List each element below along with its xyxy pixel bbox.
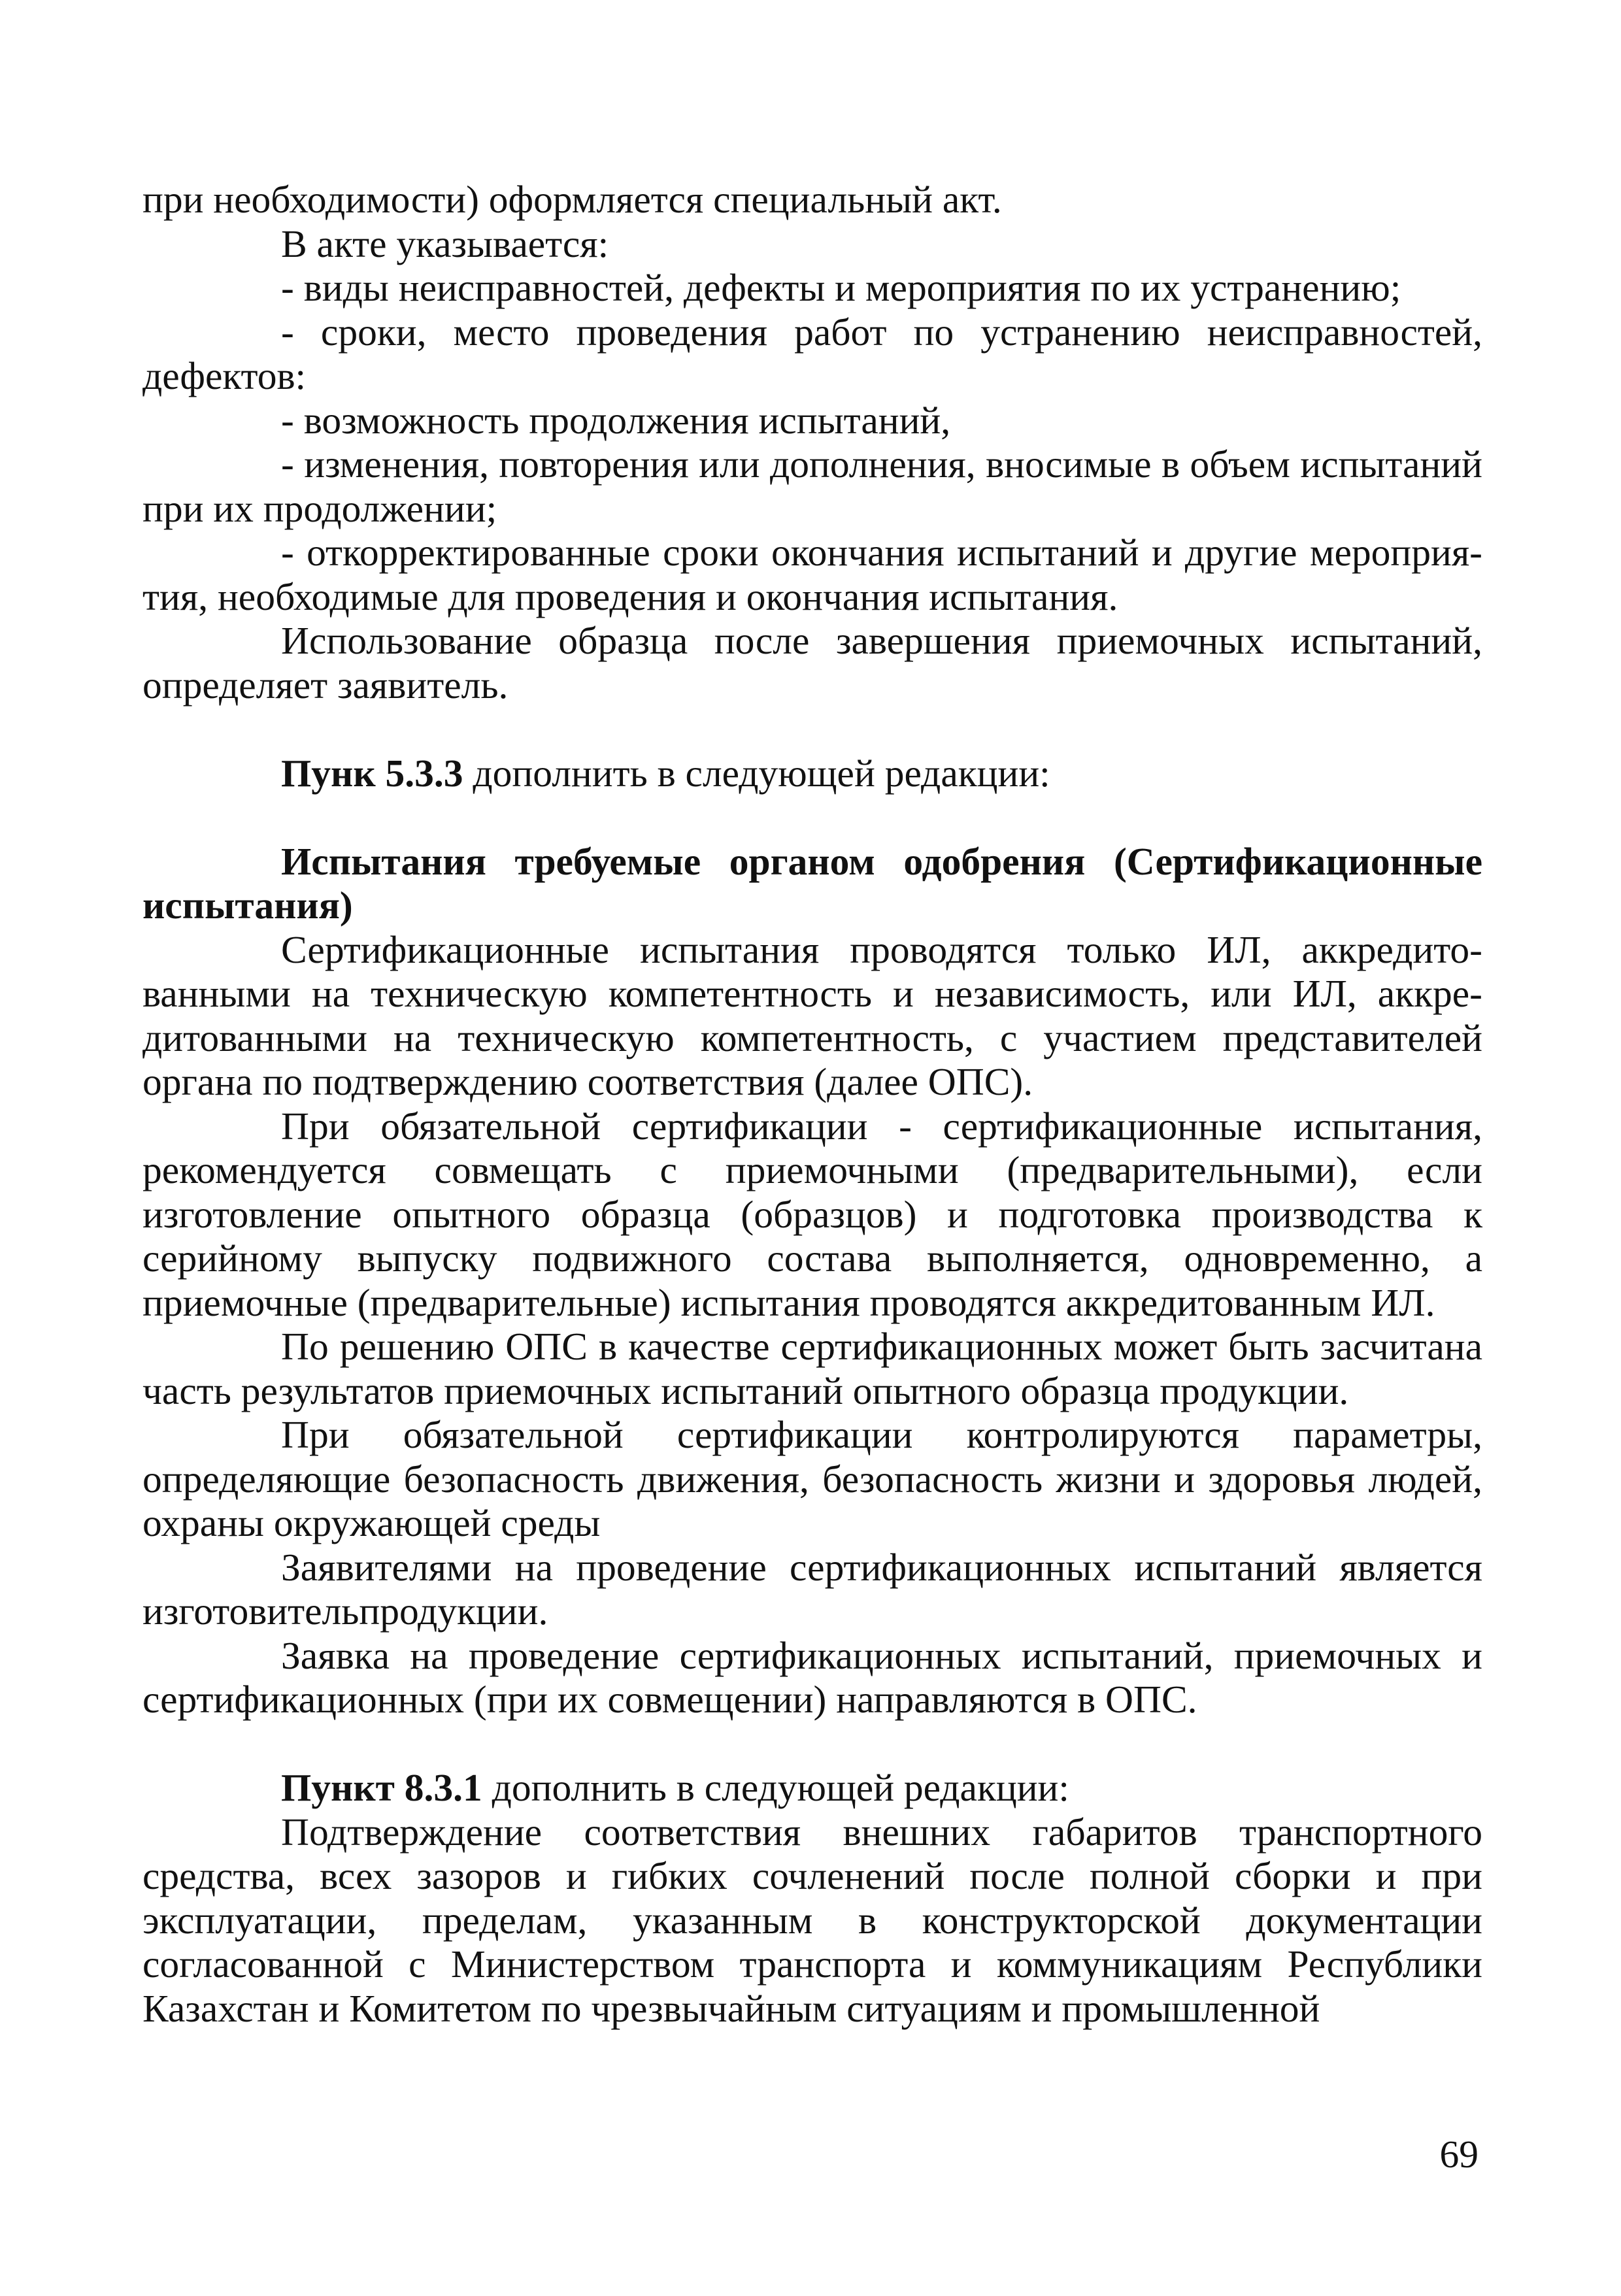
paragraph: По решению ОПС в качестве сертификационных может быть засчитана часть результатов приемочных испытаний опытного образца продукции.	[142, 1325, 1482, 1412]
paragraph: Сертификационные испытания проводятся только ИЛ, аккредито-ванными на техническую компетентность и независимость, или ИЛ, аккре-дитованными на техническую компетентность, с участием представителей органа по подтверждению соответствия (далее ОПС).	[142, 927, 1482, 1103]
paragraph: Использование образца после завершения приемочных испытаний, определяет заявитель.	[142, 619, 1482, 707]
text-line: при необходимости) оформляется специальный акт.	[142, 178, 1002, 221]
list-item: - сроки, место проведения работ по устранению неисправностей, дефектов:	[142, 310, 1482, 397]
list-item: - изменения, повторения или дополнения, вносимые в объем испытаний при их продолжении;	[142, 442, 1482, 530]
paragraph: При обязательной сертификации - сертификационные испытания, рекомендуется совмещать с приемочными (предварительными), если изготовление опытного образца (образцов) и подготовка производства к серийному выпуску подвижного состава выполняется, одновременно, а приемочные (предварительные) испытания проводятся аккредитованным ИЛ.	[142, 1104, 1482, 1324]
list-item: - виды неисправностей, дефекты и мероприятия по их устранению;	[281, 266, 1401, 309]
section-heading: Испытания требуемые органом одобрения (Сертификационные испытания)	[142, 839, 1482, 927]
paragraph: Заявка на проведение сертификационных испытаний, приемочных и сертификационных (при их совмещении) направляются в ОПС.	[142, 1633, 1482, 1721]
spacer	[142, 795, 1482, 840]
section-intro-831	[142, 1766, 1482, 1810]
paragraph: При обязательной сертификации контролируются параметры, определяющие безопасность движения, безопасность жизни и здоровья людей, охраны окружающей среды	[142, 1413, 1482, 1544]
section-intro-text: дополнить в следующей редакции:	[482, 1766, 1069, 1809]
text-line: В акте указывается:	[281, 222, 609, 265]
list-item: - откорректированные сроки окончания испытаний и другие мероприя-тия, необходимые для проведения и окончания испытания.	[142, 531, 1482, 618]
page-number: 69	[1439, 2133, 1479, 2176]
section-label: Пункт 8.3.1	[281, 1766, 482, 1809]
spacer	[142, 1722, 1482, 1767]
document-page	[142, 178, 1482, 2031]
paragraph: Заявителями на проведение сертификационных испытаний является изготовительпродукции.	[142, 1545, 1482, 1633]
paragraph: Подтверждение соответствия внешних габаритов транспортного средства, всех зазоров и гибких сочленений после полной сборки и при эксплуатации, пределам, указанным в конструкторской документации согласованной с Министерством транспорта и коммуникациям Республики Казахстан и Комитетом по чрезвычайным ситуациям и промышленной	[142, 1810, 1482, 2030]
section-label: Пунк 5.3.3	[281, 751, 463, 795]
section-intro-533	[142, 752, 1482, 796]
list-item: - возможность продолжения испытаний,	[281, 398, 951, 442]
section-intro-text: дополнить в следующей редакции:	[463, 751, 1050, 795]
spacer	[142, 707, 1482, 752]
